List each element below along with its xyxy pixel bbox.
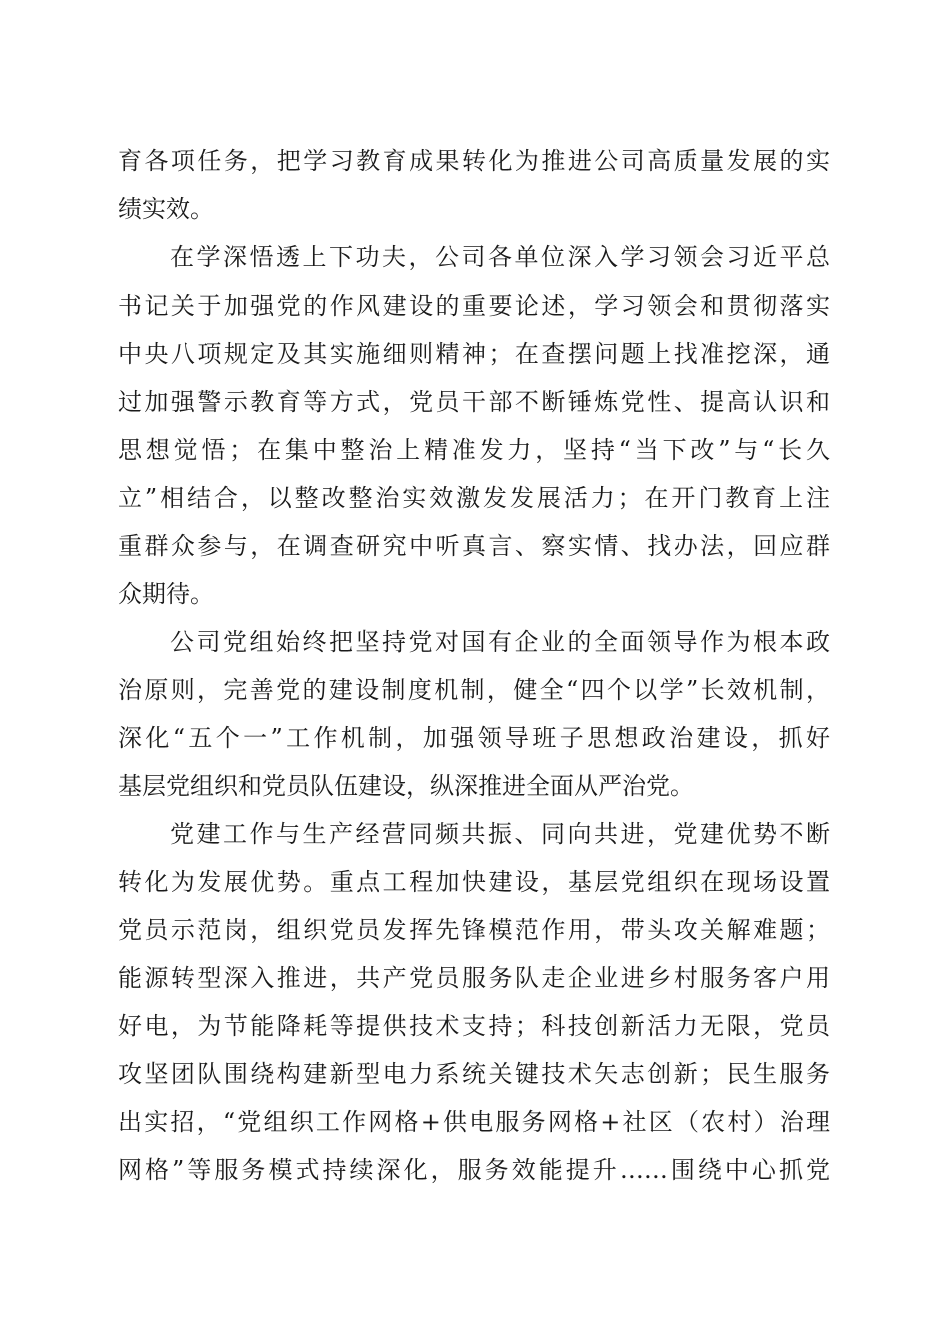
text-line: 好电，为节能降耗等提供技术支持；科技创新活力无限，党员 <box>118 1012 830 1040</box>
text-line: 转化为发展优势。重点工程加快建设，基层党组织在现场设置 <box>118 868 830 896</box>
text-line: 网格”等服务模式持续深化，服务效能提升……围绕中心抓党 <box>118 1156 830 1184</box>
text-line: 书记关于加强党的作风建设的重要论述，学习领会和贯彻落实 <box>118 292 830 320</box>
paragraph-first-line: 在学深悟透上下功夫，公司各单位深入学习领会习近平总 <box>170 243 830 271</box>
text-line: 过加强警示教育等方式，党员干部不断锤炼党性、提高认识和 <box>118 388 830 416</box>
text-line: 攻坚团队围绕构建新型电力系统关键技术矢志创新；民生服务 <box>118 1060 830 1088</box>
text-line: 思想觉悟；在集中整治上精准发力，坚持“当下改”与“长久 <box>118 436 830 464</box>
text-line: 能源转型深入推进，共产党员服务队走企业进乡村服务客户用 <box>118 964 830 992</box>
text-line: 深化“五个一”工作机制，加强领导班子思想政治建设，抓好 <box>118 724 830 752</box>
paragraph-first-line: 公司党组始终把坚持党对国有企业的全面领导作为根本政 <box>170 628 830 656</box>
text-line: 立”相结合，以整改整治实效激发发展活力；在开门教育上注 <box>118 484 830 512</box>
text-line: 中央八项规定及其实施细则精神；在查摆问题上找准挖深，通 <box>118 340 830 368</box>
text-line: 绩实效。 <box>118 195 214 223</box>
text-line: 基层党组织和党员队伍建设，纵深推进全面从严治党。 <box>118 772 694 800</box>
text-line: 治原则，完善党的建设制度机制，健全“四个以学”长效机制， <box>118 676 830 704</box>
text-line: 出实招，“党组织工作网格+供电服务网格+社区（农村）治理 <box>118 1108 830 1136</box>
text-line: 众期待。 <box>118 580 214 608</box>
paragraph-first-line: 党建工作与生产经营同频共振、同向共进，党建优势不断 <box>170 820 830 848</box>
text-line: 育各项任务，把学习教育成果转化为推进公司高质量发展的实 <box>118 147 830 175</box>
text-line: 重群众参与，在调查研究中听真言、察实情、找办法，回应群 <box>118 532 830 560</box>
text-line: 党员示范岗，组织党员发挥先锋模范作用，带头攻关解难题； <box>118 916 830 944</box>
